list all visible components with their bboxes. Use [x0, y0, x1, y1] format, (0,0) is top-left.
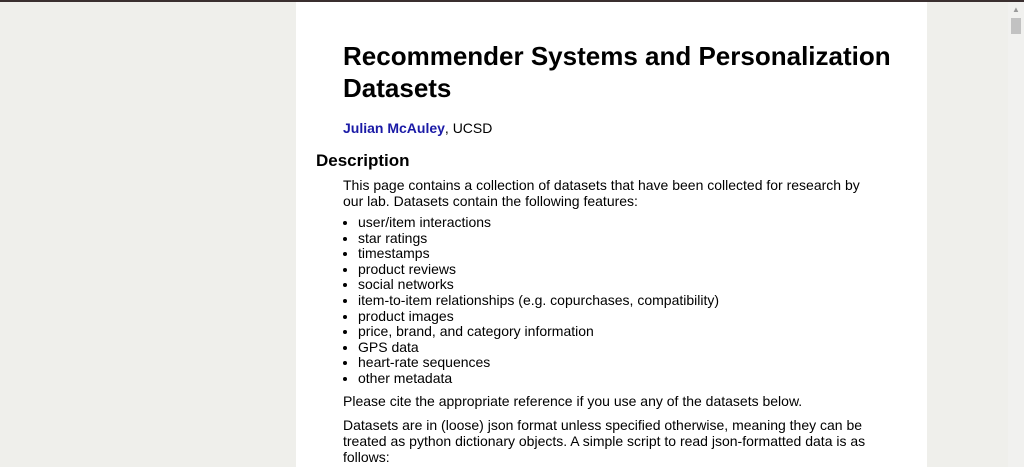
author-affiliation: , UCSD	[444, 120, 493, 136]
triangle-up-icon[interactable]: ▲	[1012, 4, 1020, 14]
list-item: • heart-rate sequences	[358, 355, 883, 371]
author-line	[343, 119, 492, 137]
description-intro: This page contains a collection of datasets that have been collected for research by our lab. Datasets contain the following features:	[343, 177, 860, 209]
list-item: • product reviews	[358, 262, 883, 278]
list-item: • timestamps	[358, 246, 883, 262]
list-item: • other metadata	[358, 371, 883, 387]
description-heading: Description	[316, 151, 410, 170]
list-item: • star ratings	[358, 231, 883, 247]
description-body	[343, 177, 883, 465]
list-item: • item-to-item relationships (e.g. copurchases, compatibility)	[358, 293, 883, 309]
list-item: • social networks	[358, 277, 883, 293]
page-title: Recommender Systems and Personalization Datasets	[343, 41, 891, 103]
list-item: • product images	[358, 309, 883, 325]
list-item: • GPS data	[358, 340, 883, 356]
scrollbar-thumb[interactable]	[1011, 18, 1021, 34]
format-note: Datasets are in (loose) json format unless specified otherwise, meaning they can be treated as python dictionary objects. A simple script to read json-formatted data is as follows:	[343, 416, 866, 465]
page-content-area	[296, 2, 927, 467]
vertical-scrollbar[interactable]	[1008, 2, 1024, 467]
author-link[interactable]: Julian McAuley	[343, 120, 445, 136]
feature-list	[343, 215, 883, 387]
cite-note: Please cite the appropriate reference if you use any of the datasets below.	[343, 392, 803, 409]
list-item: • user/item interactions	[358, 215, 883, 231]
list-item: • price, brand, and category information	[358, 324, 883, 340]
